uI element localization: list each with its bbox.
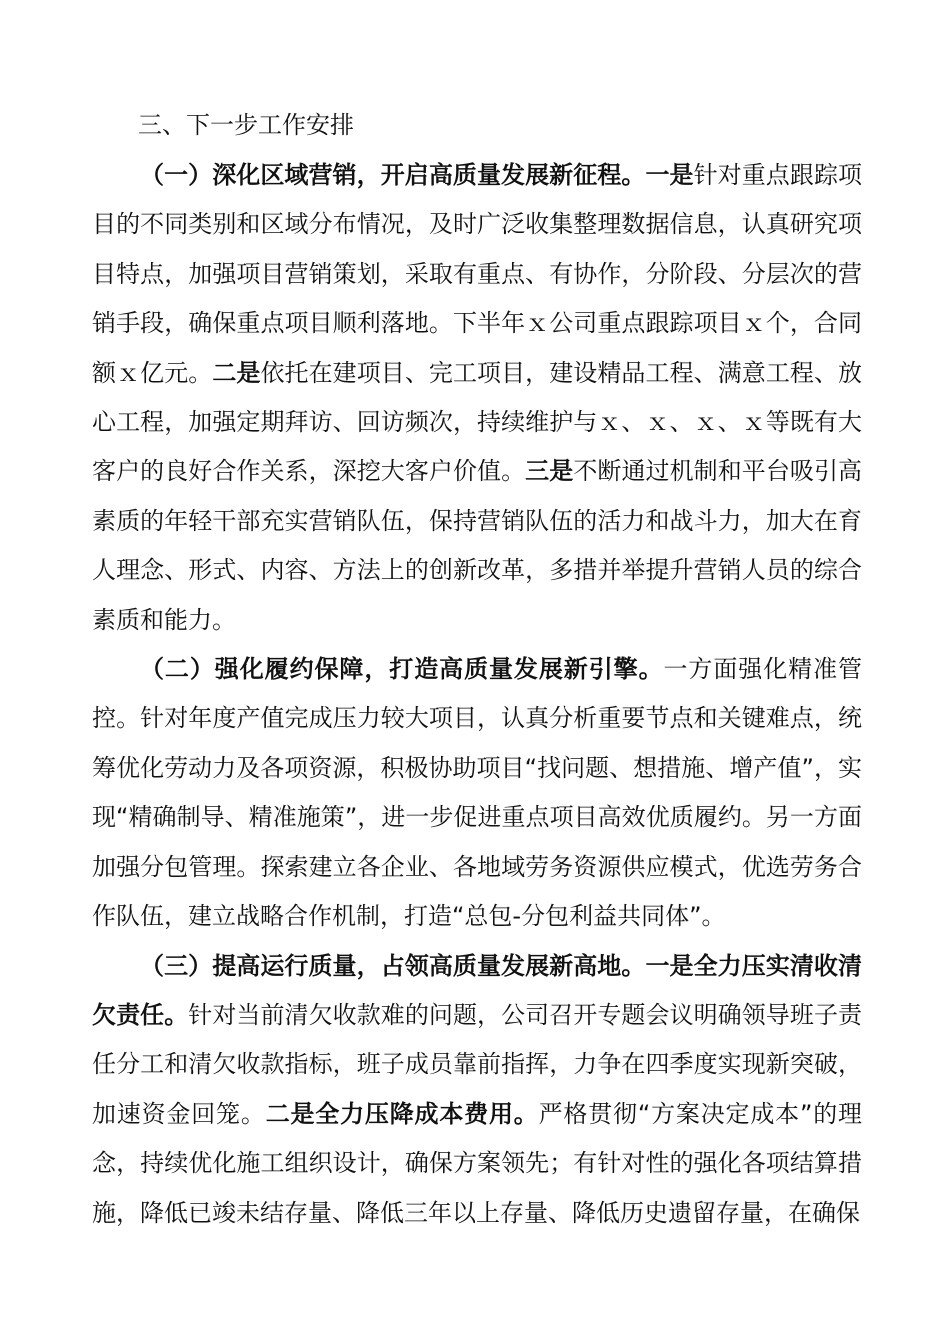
point-label: 一是 [645, 161, 694, 189]
body-text: 不断通过机制和平台吸引高素质的年轻干部充实营销队伍，保持营销队伍的活力和战斗力，加大在育人理念、形式、内容、方法上的创新改革，多措并举提升营销人员的综合素质和能力。 [92, 457, 863, 634]
document-page [92, 103, 862, 1238]
point-label: 三是 [525, 457, 574, 486]
body-text: 依托在建项目、完工项目，建设精品工程、满意工程、放心工程，加强定期拜访、回访频次，持续维护与ｘ、ｘ、ｘ、ｘ等既有大客户的良好合作关系，深挖大客户价值。 [92, 358, 863, 486]
section-heading: 三、下一步工作安排 [138, 111, 354, 139]
paragraph-title: （一）深化区域营销，开启高质量发展新征程。 [140, 161, 646, 189]
body-text: 针对重点跟踪项目的不同类别和区域分布情况，及时广泛收集整理数据信息，认真研究项目特点，加强项目营销策划，采取有重点、有协作，分阶段、分层次的营销手段，确保重点项目顺利落地。下半年ｘ公司重点跟踪项目ｘ个，合同额ｘ亿元。 [92, 161, 863, 387]
point-label: 二是 [212, 358, 261, 387]
paragraph-regional-marketing [92, 151, 862, 645]
point-label: 二是全力压降成本费用。 [265, 1099, 539, 1128]
paragraph-title: （二）强化履约保障，打造高质量发展新引擎。 [140, 655, 664, 684]
paragraph-performance-guarantee [92, 645, 862, 941]
point-label: 一是全力压实清收清欠责任。 [92, 951, 863, 1029]
paragraph-title: （三）提高运行质量，占领高质量发展新高地。 [140, 951, 646, 980]
body-text: 针对当前清欠收款难的问题，公司召开专题会议明确领导班子责任分工和清欠收款指标，班子成员靠前指挥，力争在四季度实现新突破，加速资金回笼。 [92, 1000, 863, 1128]
paragraph-operation-quality [92, 942, 862, 1238]
body-text: 严格贯彻“方案决定成本”的理念，持续优化施工组织设计，确保方案领先；有针对性的强化各项结算措施，降低已竣未结存量、降低三年以上存量、降低历史遗留存量，在确保 [92, 1099, 863, 1227]
body-text: 一方面强化精准管控。针对年度产值完成压力较大项目，认真分析重要节点和关键难点，统筹优化劳动力及各项资源，积极协助项目“找问题、想措施、增产值”，实现“精确制导、精准施策”，进一步促进重点项目高效优质履约。另一方面加强分包管理。探索建立各企业、各地域劳务资源供应模式，优选劳务合作队伍，建立战略合作机制，打造“总包-分包利益共同体”。 [92, 655, 862, 931]
